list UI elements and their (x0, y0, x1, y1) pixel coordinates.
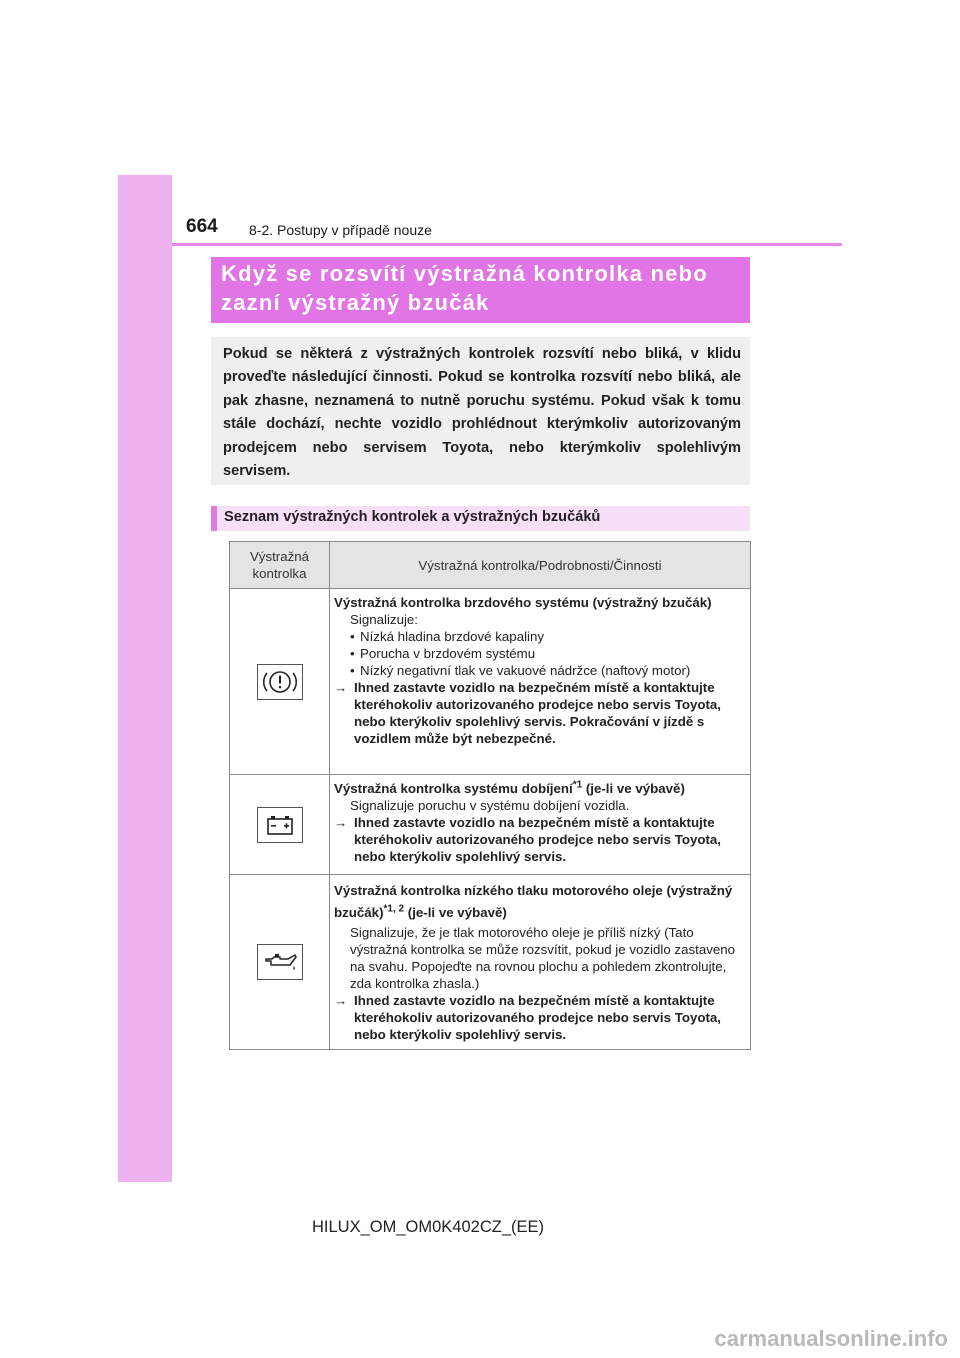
action-text: Ihned zastavte vozidlo na bezpečném místě a kontaktujte kteréhokoliv autorizovaného prodejce nebo servis Toyota, nebo kterýkoliv spolehlivý servis. (354, 815, 721, 864)
icon-cell (230, 875, 330, 1050)
warning-title-suffix: (je-li ve výbavě) (404, 905, 507, 920)
table-row (230, 775, 751, 875)
icon-cell (230, 775, 330, 875)
header-rule (172, 243, 842, 246)
page-title-line-2: zazní výstražný bzučák (221, 290, 490, 315)
table-row (230, 589, 751, 775)
battery-icon (257, 807, 303, 843)
arrow-icon: → (334, 815, 348, 830)
page-title (211, 257, 750, 323)
footnote-ref: *1, 2 (383, 903, 405, 915)
list-item: • Nízký negativní tlak ve vakuové nádržce (naftový motor) (334, 662, 744, 679)
intro-paragraph: Pokud se některá z výstražných kontrolek rozsvítí nebo bliká, v klidu proveďte následující činnosti. Pokud se kontrolka rozsvítí nebo bliká, ale pak zhasne, neznamená to nutně poruchu systému. Pokud však k tomu stále dochází, nechte vozidlo prohlédnout kterýmkoliv autorizovaným prodejcem nebo servisem Toyota, nebo kterýmkoliv spolehlivým servisem. (211, 337, 750, 485)
warning-title (334, 880, 744, 924)
warning-action (334, 814, 744, 865)
arrow-icon: → (334, 680, 348, 695)
list-item: • Nízká hladina brzdové kapaliny (334, 628, 744, 645)
table-header-row (230, 542, 751, 589)
table-row (230, 875, 751, 1050)
action-text: Ihned zastavte vozidlo na bezpečném místě a kontaktujte kteréhokoliv autorizovaného prodejce nebo servis Toyota, nebo kterýkoliv spolehlivý servis. Pokračování v jízdě s vozidlem může být nebezpečné. (354, 680, 721, 746)
warning-title (334, 780, 744, 797)
detail-cell (330, 775, 751, 875)
arrow-icon: → (334, 993, 348, 1008)
detail-cell (330, 589, 751, 775)
icon-cell (230, 589, 330, 775)
footer-document-code: HILUX_OM_OM0K402CZ_(EE) (312, 1218, 544, 1236)
page-title-line-1: Když se rozsvítí výstražná kontrolka nebo (221, 261, 708, 286)
oil-pressure-icon (257, 944, 303, 980)
section-label: 8-2. Postupy v případě nouze (249, 222, 432, 238)
col-header-details: Výstražná kontrolka/Podrobnosti/Činnosti (330, 542, 751, 589)
warning-action (334, 992, 744, 1043)
warning-lights-table (229, 541, 751, 1050)
brake-warning-icon (257, 664, 303, 700)
col-header-light: Výstražná kontrolka (230, 542, 330, 589)
footnote-ref: *1 (572, 779, 583, 791)
warning-title-suffix: (je-li ve výbavě) (582, 781, 685, 796)
watermark: carmanualsonline.info (714, 1326, 948, 1351)
warning-description: Signalizuje poruchu v systému dobíjení vozidla. (350, 798, 630, 813)
action-text: Ihned zastavte vozidlo na bezpečném místě a kontaktujte kteréhokoliv autorizovaného prodejce nebo servis Toyota, nebo kterýkoliv spolehlivý servis. (354, 993, 721, 1042)
warning-title: Výstražná kontrolka brzdového systému (výstražný bzučák) (334, 595, 712, 610)
warning-title-text: Výstražná kontrolka nízkého tlaku motorového oleje (výstražný bzučák) (334, 883, 733, 920)
warning-title-text: Výstražná kontrolka systému dobíjení (334, 781, 573, 796)
warning-action (334, 679, 744, 747)
subheading: Seznam výstražných kontrolek a výstražných bzučáků (211, 506, 750, 531)
warning-description: Signalizuje: (350, 612, 419, 627)
page-number: 664 (186, 216, 218, 237)
side-color-strip (118, 175, 172, 1182)
detail-cell (330, 875, 751, 1050)
warning-description: Signalizuje, že je tlak motorového oleje je příliš nízký (Tato výstražná kontrolka se může rozsvítit, pokud je vozidlo zastaveno na svahu. Popojeďte na rovnou plochu a pohledem zkontrolujte, zda kontrolka zhasla.) (350, 925, 736, 991)
list-item: • Porucha v brzdovém systému (334, 645, 744, 662)
